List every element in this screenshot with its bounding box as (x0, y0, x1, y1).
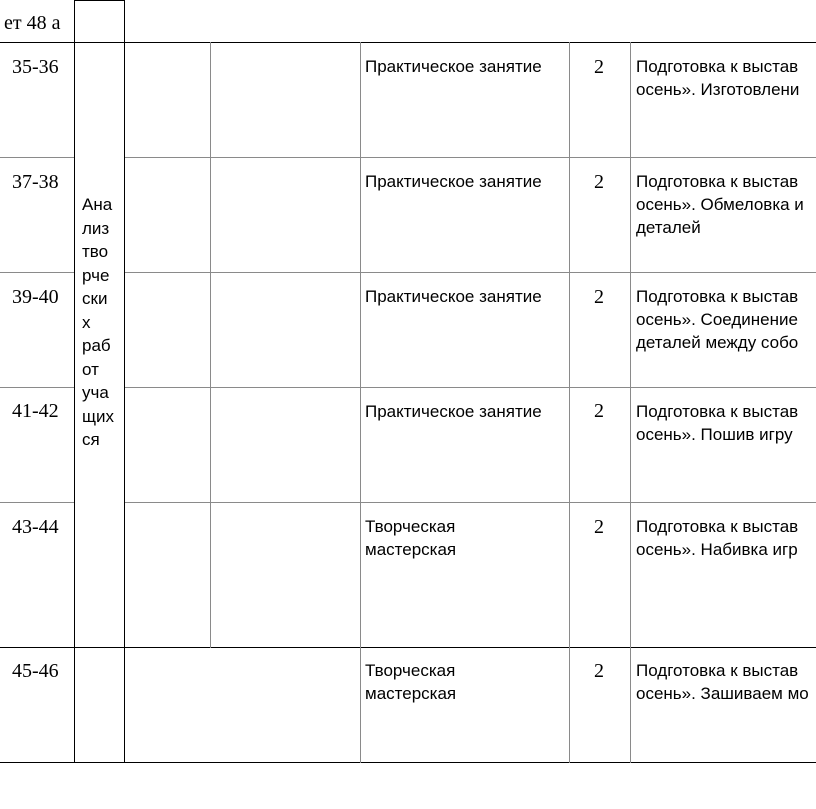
row-number: 45-46 (12, 660, 59, 682)
lesson-form: мастерская (365, 684, 457, 703)
topic-line: Подготовка к выстав (636, 287, 799, 306)
merged-column-text (82, 193, 114, 452)
topic-line: Подготовка к выстав (636, 402, 799, 421)
lesson-form: Практическое занятие (365, 287, 542, 306)
merged-line: от (82, 359, 99, 379)
hours-value: 2 (594, 56, 604, 78)
row-border-2b (124, 272, 816, 273)
merged-line: раб (82, 336, 111, 355)
row-number: 37-38 (12, 171, 59, 193)
topic-line: Подготовка к выстав (636, 661, 799, 680)
row-border-5 (0, 647, 816, 648)
merged-line: ски (82, 289, 108, 308)
lesson-form: Творческая (365, 517, 456, 536)
row-number: 41-42 (12, 400, 59, 422)
col-border-5 (569, 42, 570, 763)
row-number: 35-36 (12, 56, 59, 78)
topic-line: осень». Соединение (636, 310, 798, 329)
row-border-1b (124, 157, 816, 158)
header-cell-text: ет 48 а (4, 12, 61, 34)
table-top-border (74, 0, 124, 1)
topic-line: осень». Обмеловка и (636, 195, 804, 214)
merged-line: лиз (82, 218, 110, 238)
row-border-2 (0, 272, 74, 273)
lesson-form: Практическое занятие (365, 402, 542, 421)
merged-line: Ана (82, 195, 113, 214)
merged-line: тво (82, 242, 109, 261)
row-border-1 (0, 157, 74, 158)
topic-line: осень». Пошив игру (636, 425, 793, 444)
header-bottom-border (0, 42, 816, 43)
hours-value: 2 (594, 660, 604, 682)
hours-value: 2 (594, 171, 604, 193)
lesson-form: Практическое занятие (365, 57, 542, 76)
row-border-4 (0, 502, 74, 503)
merged-line: х (82, 312, 91, 332)
topic-line: осень». Зашиваем мо (636, 684, 809, 703)
merged-line: щих (82, 406, 114, 426)
merged-line: ся (82, 430, 100, 449)
topic-line: Подготовка к выстав (636, 57, 799, 76)
row-border-4b (124, 502, 816, 503)
lesson-form: мастерская (365, 540, 457, 559)
col-border-1 (74, 0, 75, 763)
topic-line: осень». Набивка игр (636, 540, 798, 559)
row-number: 43-44 (12, 516, 59, 538)
lesson-form: Творческая (365, 661, 456, 680)
topic-line: деталей между собо (636, 333, 799, 352)
col-border-4 (360, 42, 361, 763)
topic-line: Подготовка к выстав (636, 517, 799, 536)
row-border-3b (124, 387, 816, 388)
merged-line: рче (82, 265, 110, 285)
hours-value: 2 (594, 516, 604, 538)
lesson-form: Практическое занятие (365, 172, 542, 191)
topic-line: осень». Изготовлени (636, 80, 800, 99)
col-border-3 (210, 42, 211, 648)
col-border-6 (630, 42, 631, 763)
topic-line: деталей (636, 218, 701, 237)
col-border-2 (124, 0, 125, 763)
table-bottom-border (0, 762, 816, 763)
merged-line: уча (82, 383, 109, 402)
row-border-3 (0, 387, 74, 388)
row-number: 39-40 (12, 286, 59, 308)
hours-value: 2 (594, 400, 604, 422)
hours-value: 2 (594, 286, 604, 308)
topic-line: Подготовка к выстав (636, 172, 799, 191)
